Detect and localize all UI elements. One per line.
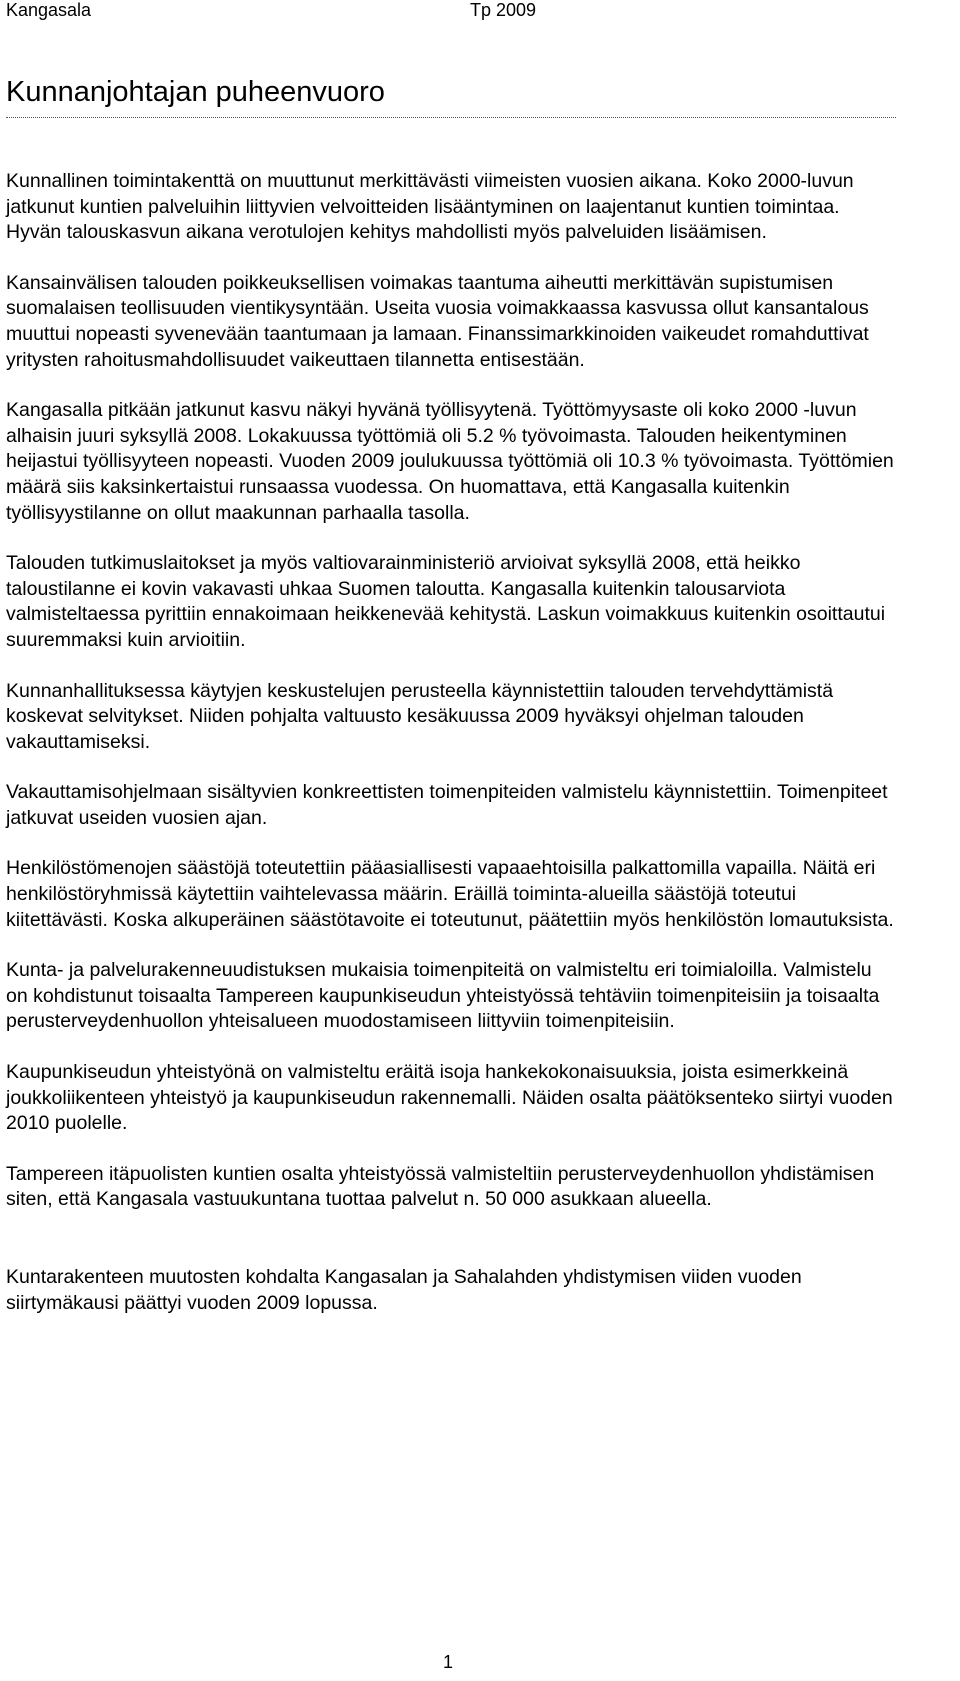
paragraph-11: Kuntarakenteen muutosten kohdalta Kangasalan ja Sahalahden yhdistymisen viiden vuoden siirtymäkausi päättyi vuoden 2009 lopussa. bbox=[6, 1266, 802, 1314]
header-municipality: Kangasala bbox=[6, 0, 92, 20]
title-divider bbox=[6, 117, 896, 118]
page-number: 1 bbox=[443, 1652, 454, 1672]
paragraph-7: Henkilöstömenojen säästöjä toteutettiin pääasiallisesti vapaaehtoisilla palkattomilla vapailla. Näitä eri henkilöstöryhmissä käytettiin vaihtelevassa määrin. Eräillä toiminta-alueilla säästöjä toteutui kiitettävästi. Koska alkuperäinen säästötavoite ei toteutunut, päätettiin myös henkilöstön lomautuksista. bbox=[6, 857, 894, 931]
paragraph-6: Vakauttamisohjelmaan sisältyvien konkreettisten toimenpiteiden valmistelu käynnistettiin. Toimenpiteet jatkuvat useiden vuosien ajan. bbox=[6, 781, 888, 829]
document-body bbox=[6, 169, 896, 1341]
page-title: Kunnanjohtajan puheenvuoro bbox=[6, 76, 385, 108]
paragraph-2: Kansainvälisen talouden poikkeuksellisen voimakas taantuma aiheutti merkittävän supistumisen suomalaisen teollisuuden vientikysyntään. Useita vuosia voimakkaassa kasvussa ollut kansantalous muuttui nopeasti syvenevään taantumaan ja lamaan. Finanssimarkkinoiden vaikeudet romahduttivat yritysten rahoitusmahdollisuudet vaikeuttaen tilannetta entisestään. bbox=[6, 271, 869, 371]
paragraph-4: Talouden tutkimuslaitokset ja myös valtiovarainministeriö arvioivat syksyllä 2008, että heikko taloustilanne ei kovin vakavasti uhkaa Suomen taloutta. Kangasalla kuitenkin talousarviota valmisteltaessa pyrittiin ennakoimaan heikkenevää kehitystä. Laskun voimakkuus kuitenkin osoittautui suuremmaksi kuin arvioitiin. bbox=[6, 552, 886, 651]
paragraph-5: Kunnanhallituksessa käytyjen keskustelujen perusteella käynnistettiin talouden tervehdyttämistä koskevat selvitykset. Niiden pohjalta valtuusto kesäkuussa 2009 hyväksyi ohjelman talouden vakauttamiseksi. bbox=[6, 679, 834, 753]
paragraph-9: Kaupunkiseudun yhteistyönä on valmisteltu eräitä isoja hankekokonaisuuksia, joista esimerkkeinä joukkoliikenteen yhteistyö ja kaupunkiseudun rakennemalli. Näiden osalta päätöksenteko siirtyi vuoden 2010 puolelle. bbox=[6, 1061, 893, 1135]
paragraph-8: Kunta- ja palvelurakenneuudistuksen mukaisia toimenpiteitä on valmisteltu eri toimialoilla. Valmistelu on kohdistunut toisaalta Tampereen kaupunkiseudun yhteistyössä tehtäviin toimenpiteisiin ja toisaalta perusterveydenhuollon yhteisalueen muodostamiseen liittyviin toimenpiteisiin. bbox=[6, 959, 880, 1033]
header-document-id: Tp 2009 bbox=[470, 0, 537, 20]
paragraph-10: Tampereen itäpuolisten kuntien osalta yhteistyössä valmisteltiin perusterveydenhuollon yhdistämisen siten, että Kangasala vastuukuntana tuottaa palvelut n. 50 000 asukkaan alueella. bbox=[6, 1162, 875, 1211]
paragraph-1: Kunnallinen toimintakenttä on muuttunut merkittävästi viimeisten vuosien aikana. Koko 2000-luvun jatkunut kuntien palveluihin liittyvien velvoitteiden lisääntyminen on laajentanut kuntien toimintaa. Hyvän talouskasvun aikana verotulojen kehitys mahdollisti myös palveluiden lisäämisen. bbox=[6, 170, 854, 244]
page-header bbox=[0, 0, 960, 28]
paragraph-3: Kangasalla pitkään jatkunut kasvu näkyi hyvänä työllisyytenä. Työttömyysaste oli koko 2000 -luvun alhaisin juuri syksyllä 2008. Lokakuussa työttömiä oli 5.2 % työvoimasta. Talouden heikentyminen heijastui työllisyyteen nopeasti. Vuoden 2009 joulukuussa työttömiä oli 10.3 % työvoimasta. Työttömien määrä siis kaksinkertaistui runsaassa vuodessa. On huomattava, että Kangasalla kuitenkin työllisyystilanne on ollut maakunnan parhaalla tasolla. bbox=[6, 399, 894, 524]
